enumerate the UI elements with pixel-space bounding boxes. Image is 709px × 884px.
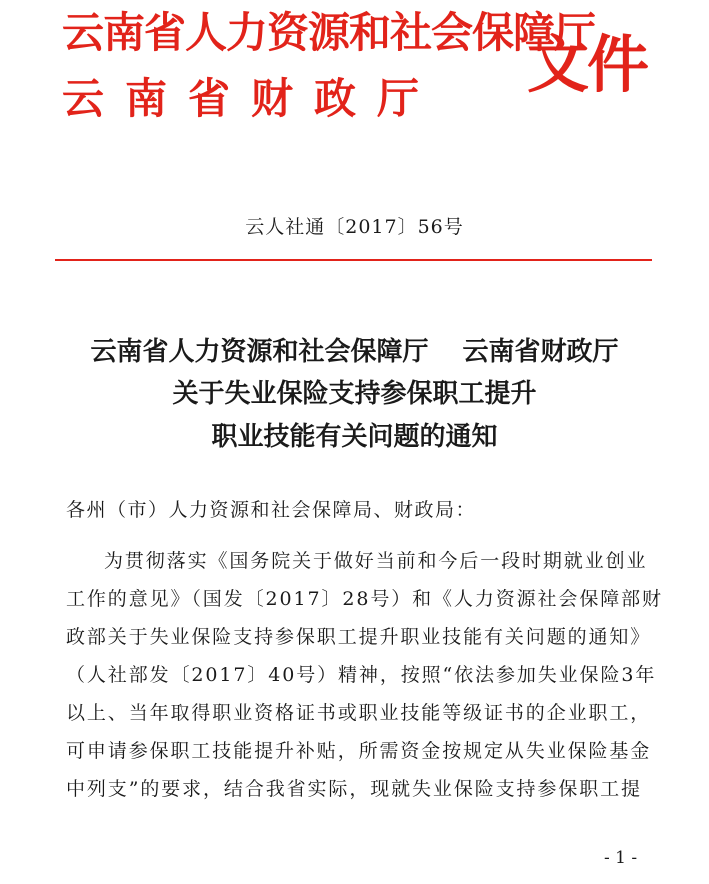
salutation: 各州（市）人力资源和社会保障局、财政局： bbox=[66, 499, 477, 521]
title-line-3: 职业技能有关问题的通知 bbox=[211, 422, 498, 452]
title-issuer-1: 云南省人力资源和社会保障厅 bbox=[90, 337, 429, 367]
title-issuer-2: 云南省财政厅 bbox=[462, 337, 619, 367]
document-type-label: 文件 bbox=[527, 28, 648, 101]
title-line-1 bbox=[0, 339, 709, 365]
title-line-2: 关于失业保险支持参保职工提升 bbox=[172, 379, 537, 409]
body-line: 中列支”的要求，结合我省实际，现就失业保险支持参保职工提 bbox=[66, 778, 642, 800]
body-line: （人社部发〔2017〕40号）精神，按照“依法参加失业保险3年 bbox=[66, 664, 657, 686]
body-paragraph bbox=[66, 542, 666, 808]
body-line: 以上、当年取得职业资格证书或职业技能等级证书的企业职工， bbox=[66, 702, 652, 724]
red-divider-line bbox=[55, 259, 652, 261]
issuing-org-line-2: 云南省财政厅 bbox=[62, 74, 441, 123]
page-number: - 1 - bbox=[604, 848, 638, 868]
issuing-org-line-1: 云南省人力资源和社会保障厅 bbox=[62, 8, 596, 57]
body-line: 为贯彻落实《国务院关于做好当前和今后一段时期就业创业 bbox=[104, 550, 648, 572]
body-line: 可申请参保职工技能提升补贴，所需资金按规定从失业保险基金 bbox=[66, 740, 652, 762]
body-line: 政部关于失业保险支持参保职工提升职业技能有关问题的通知》 bbox=[66, 626, 652, 648]
body-line: 工作的意见》（国发〔2017〕28号）和《人力资源社会保障部财 bbox=[66, 588, 663, 610]
document-number: 云人社通〔2017〕56号 bbox=[245, 216, 464, 238]
